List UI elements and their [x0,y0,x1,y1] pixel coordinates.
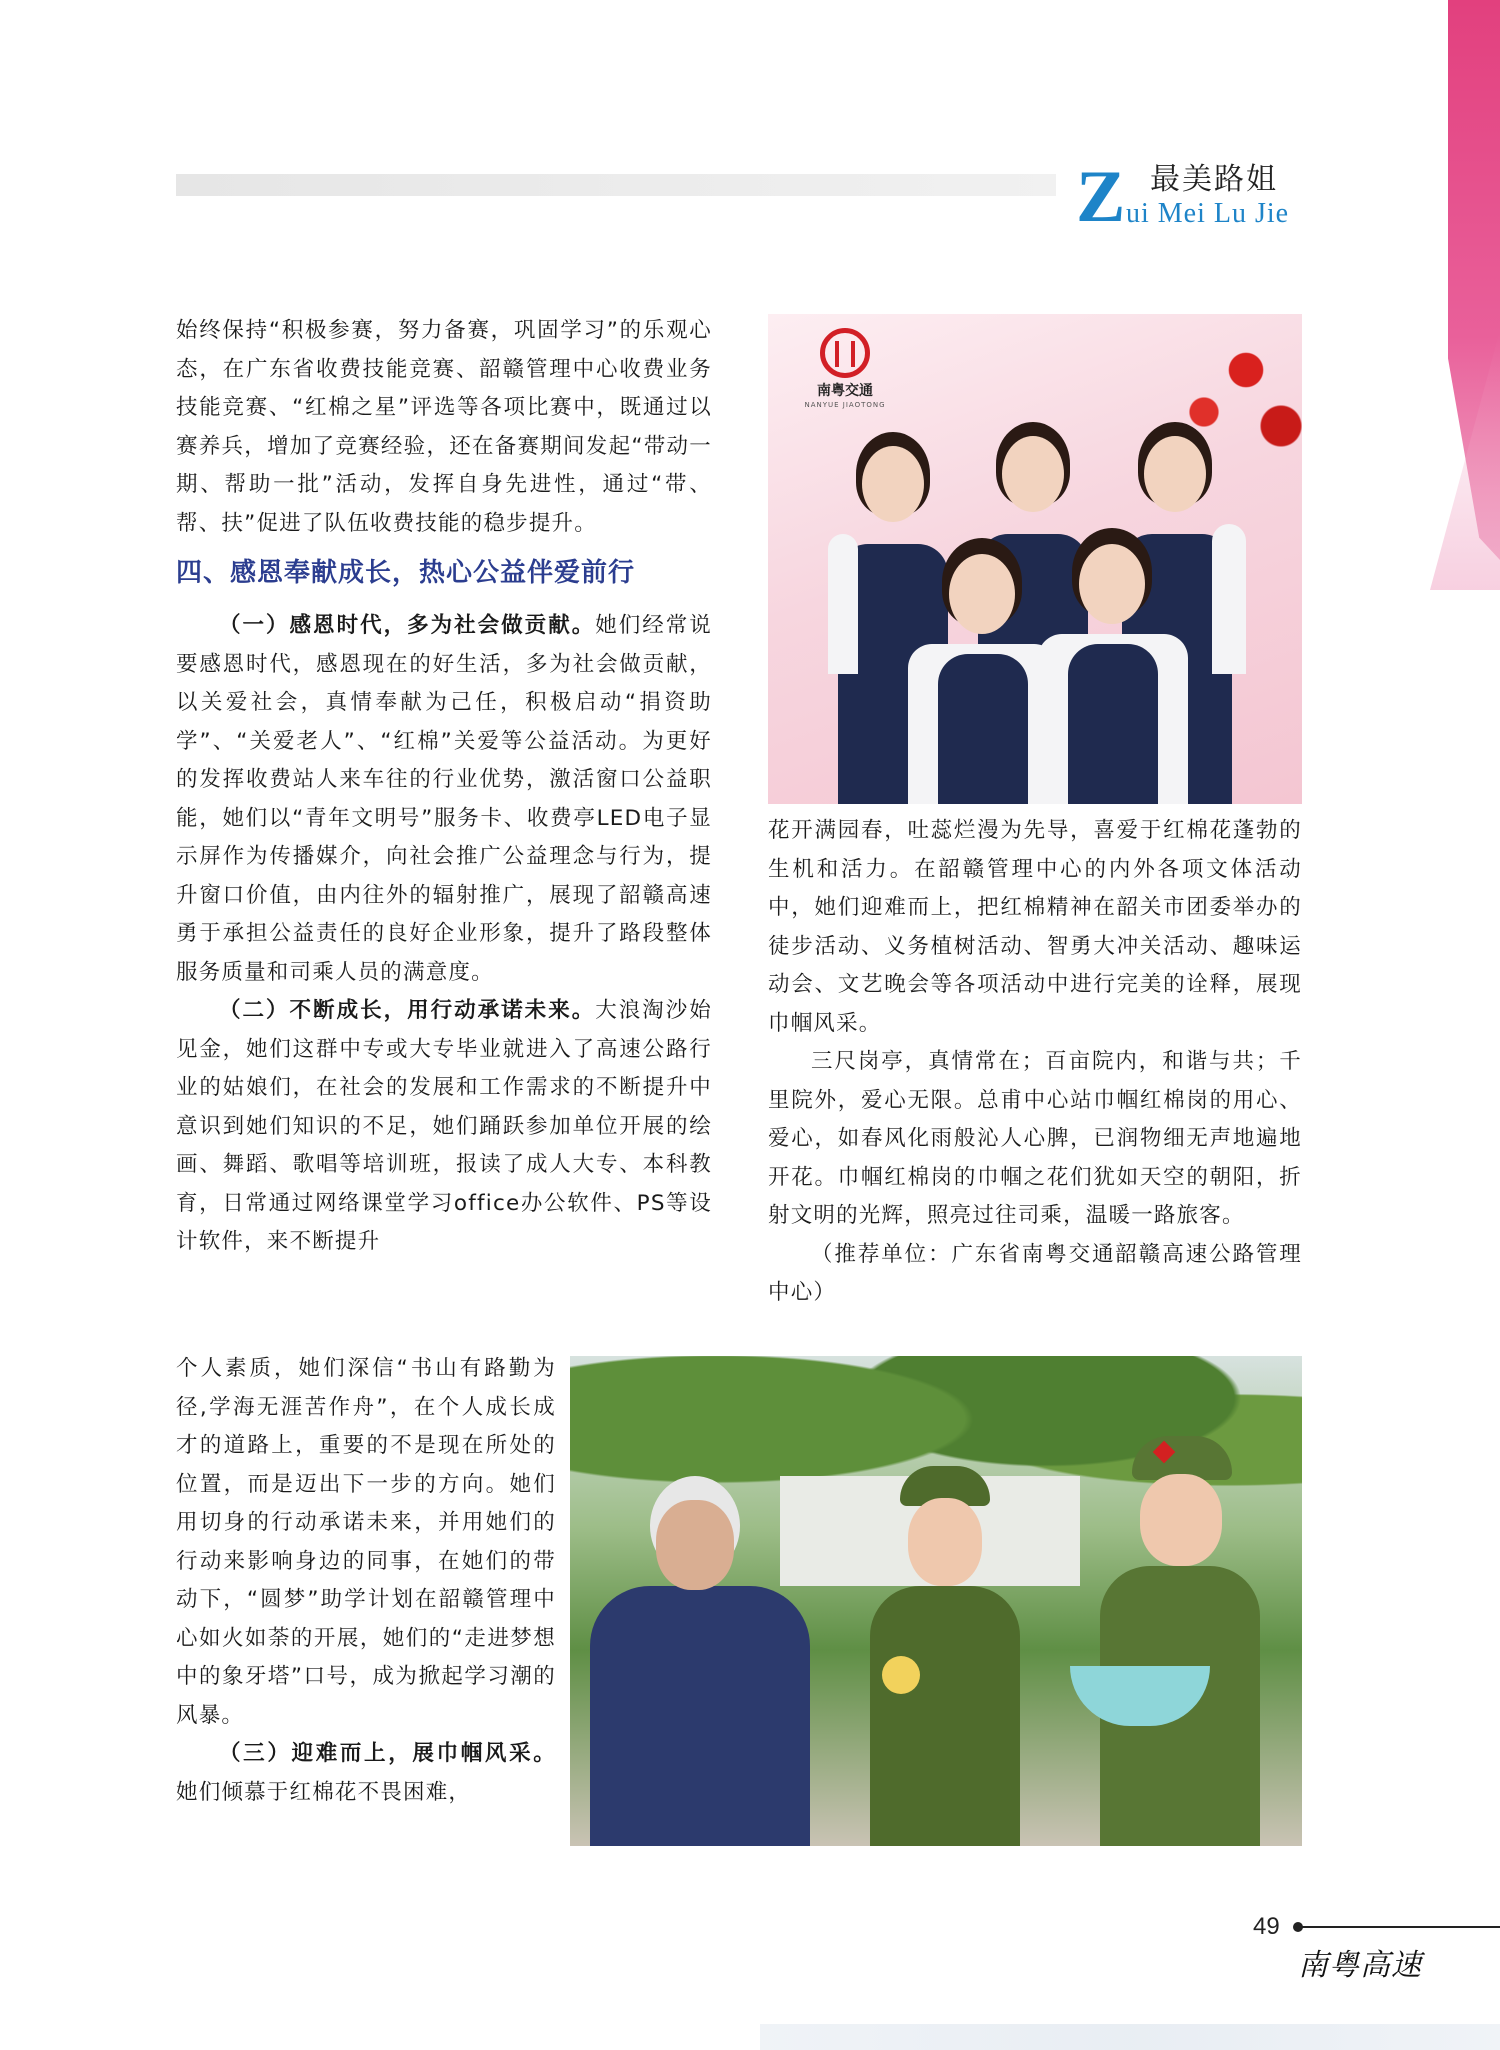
portrait-person [1038,524,1188,804]
paragraph-growth-body-b: 个人素质，她们深信“书山有路勤为径,学海无涯苦作舟”，在个人成长成才的道路上，重要的不是现在所处的位置，而是迈出下一步的方向。她们用切身的行动承诺未来，并用她们的行动来影响身边的同事，在她们的带动下，“圆梦”助学计划在韶赣管理中心如火如荼的开展，她们的“走进梦想中的象牙塔”口号，成为掀起学习潮的风暴。 [176,1356,556,1728]
right-column [768,812,1302,1313]
paragraph-growth-lead: （二）不断成长，用行动承诺未来。 [219,998,596,1023]
paragraph-challenge-body: 她们倾慕于红棉花不畏困难， [176,1779,472,1805]
volunteer-figure [1080,1416,1280,1846]
left-column-top [176,312,712,1262]
paragraph-challenge-lead: （三）迎难而上，展巾帼风采。 [219,1741,556,1766]
volunteer-activity-photo [570,1356,1302,1846]
page-number-rule [1295,1926,1500,1928]
portrait-person [908,534,1058,804]
bottom-decoration [760,2024,1500,2050]
paragraph-booth: 三尺岗亭，真情常在；百亩院内，和谐与共；千里院外，爱心无限。总甫中心站巾帼红棉岗的用心、爱心，如春风化雨般沁人心脾，已润物细无声地遍地开花。巾帼红棉岗的巾帼之花们犹如天空的朝阳，折射文明的光辉，照亮过往司乘，温暖一路旅客。 [768,1049,1302,1228]
paragraph-challenge [176,1735,556,1812]
page-number: 49 [1253,1913,1280,1940]
column-title-en: ui Mei Lu Jie [1126,198,1290,229]
recommend-unit: （推荐单位：广东省南粤交通韶赣高速公路管理中心） [768,1241,1302,1305]
header-bar [176,174,1056,196]
section-title: 四、感恩奉献成长，热心公益伴爱前行 [176,558,636,588]
column-logo-letter: Z [1076,156,1126,238]
paragraph-gratitude [176,607,712,992]
brand-badge-name: 南粤交通 [817,383,873,399]
paragraph-growth-body-a: 大浪淘沙始见金，她们这群中专或大专毕业就进入了高速公路行业的姑娘们，在社会的发展和工作需求的不断提升中意识到她们知识的不足，她们踊跃参加单位开展的绘画、舞蹈、歌唱等培训班，报读了成人大专、本科教育，日常通过网络课堂学习office办公软件、PS等设计软件，来不断提升 [176,998,712,1254]
team-portrait-photo [768,314,1302,804]
magazine-brand: 南粤高速 [1298,1948,1422,1983]
paragraph-gratitude-body: 她们经常说要感恩时代，感恩现在的好生活，多为社会做贡献，以关爱社会，真情奉献为己任，积极启动“捐资助学”、“关爱老人”、“红棉”关爱等公益活动。为更好的发挥收费站人来车往的行业优势，激活窗口公益职能，她们以“青年文明号”服务卡、收费亭LED电子显示屏作为传播媒介，向社会推广公益理念与行为，提升窗口价值，由内往外的辐射推广，展现了韶赣高速勇于承担公益责任的良好企业形象，提升了路段整体服务质量和司乘人员的满意度。 [176,613,712,985]
nanyue-logo-icon [820,328,870,378]
paragraph-growth [176,992,712,1262]
column-logo [1076,156,1316,240]
paragraph-gratitude-lead: （一）感恩时代，多为社会做贡献。 [219,613,596,638]
brand-badge [790,328,900,410]
brand-badge-sub: NANYUE JIAOTONG [804,401,886,409]
left-column-bottom [176,1350,556,1812]
paragraph-kapok-spirit: 花开满园春，吐蕊烂漫为先导，喜爱于红棉花蓬勃的生机和活力。在韶赣管理中心的内外各项文体活动中，她们迎难而上，把红棉精神在韶关市团委举办的徒步活动、义务植树活动、智勇大冲关活动、趣味运动会、文艺晚会等各项活动中进行完美的诠释，展现巾帼风采。 [768,818,1302,1036]
paragraph-intro: 始终保持“积极参赛，努力备赛，巩固学习”的乐观心态，在广东省收费技能竞赛、韶赣管理中心收费业务技能竞赛、“红棉之星”评选等各项比赛中，既通过以赛养兵，增加了竞赛经验，还在备赛期间发起“带动一期、帮助一批”活动，发挥自身先进性，通过“带、帮、扶”促进了队伍收费技能的稳步提升。 [176,318,712,536]
volunteer-figure [860,1446,1030,1846]
elderly-man-figure [570,1466,820,1846]
column-title-cn: 最美路姐 [1150,162,1278,197]
